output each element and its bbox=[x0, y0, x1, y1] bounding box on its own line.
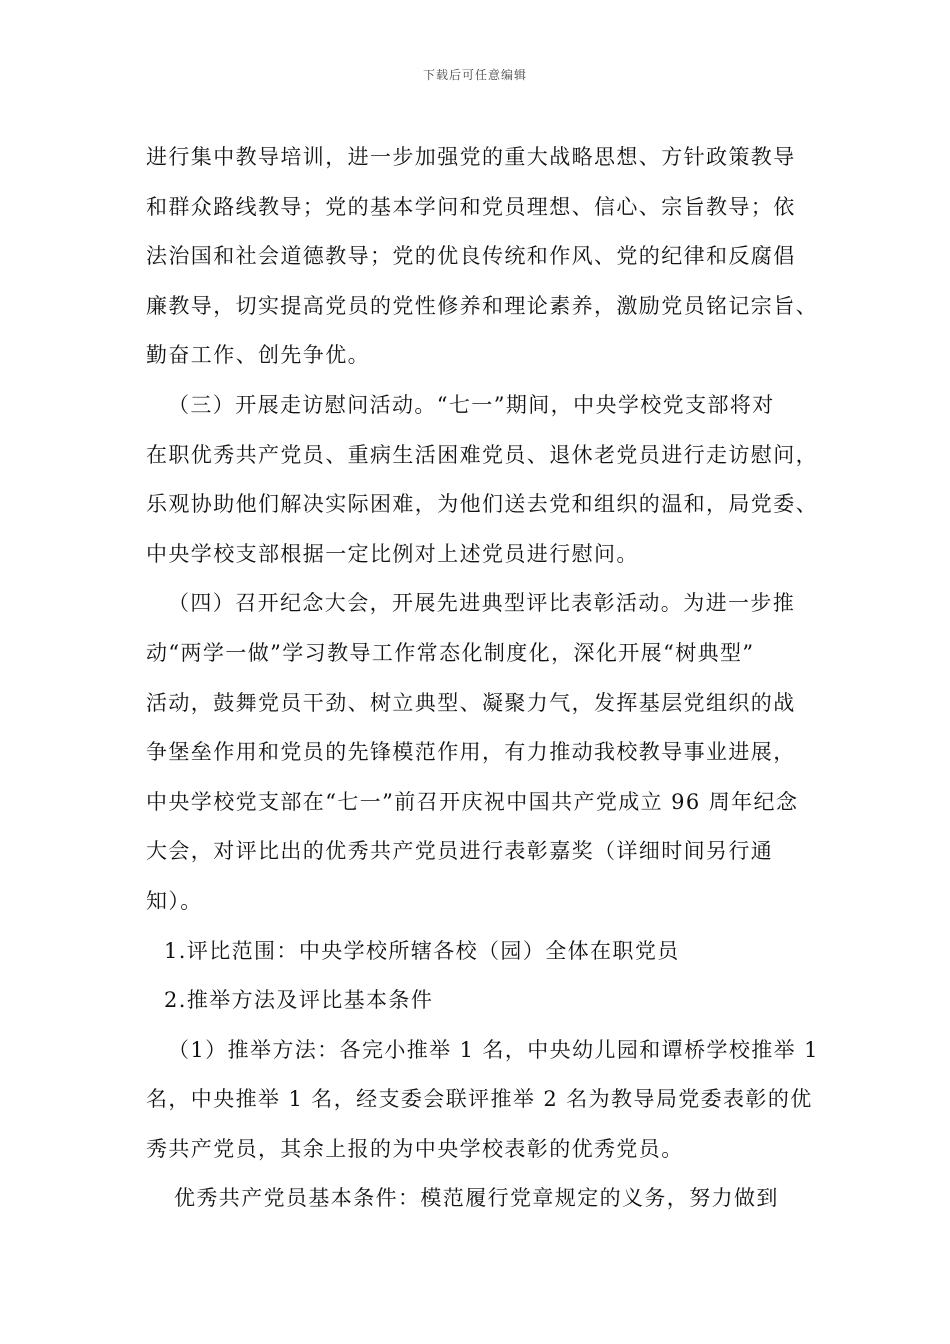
page-header: 下载后可任意编辑 bbox=[422, 68, 527, 82]
text-line: 勤奋工作、创先争优。 bbox=[146, 343, 370, 368]
paragraph-method bbox=[146, 1026, 836, 1175]
text-line: 名，中央推举 1 名，经支委会联评推举 2 名为教导局党委表彰的优 bbox=[146, 1087, 813, 1112]
text-line: 大会，对评比出的优秀共产党员进行表彰嘉奖（详细时间另行通 bbox=[146, 839, 774, 864]
paragraph-conditions bbox=[146, 1174, 836, 1224]
text-line: 廉教导，切实提高党员的党性修养和理论素养，激励党员铭记宗旨、 bbox=[146, 293, 818, 318]
text-line: 中央学校支部根据一定比例对上述党员进行慰问。 bbox=[146, 541, 639, 566]
text-line: 活动，鼓舞党员干劲、树立典型、凝聚力气，发挥基层党组织的战 bbox=[146, 690, 796, 715]
text-line: 争堡垒作用和党员的先锋模范作用，有力推动我校教导事业进展， bbox=[146, 740, 796, 765]
text-line: 和群众路线教导；党的基本学问和党员理想、信心、宗旨教导；依 bbox=[146, 194, 796, 219]
document-body bbox=[146, 133, 836, 1224]
text-line: 1.评比范围：中央学校所辖各校（园）全体在职党员 bbox=[164, 938, 680, 963]
text-line: 法治国和社会道德教导；党的优良传统和作风、党的纪律和反腐倡 bbox=[146, 244, 796, 269]
text-line: 在职优秀共产党员、重病生活困难党员、退休老党员进行走访慰问， bbox=[146, 442, 818, 467]
text-line: 中央学校党支部在“七一”前召开庆祝中国共产党成立 96 周年纪念 bbox=[146, 789, 799, 814]
text-line: 优秀共产党员基本条件：模范履行党章规定的义务，努力做到 bbox=[174, 1186, 779, 1211]
paragraph-scope bbox=[146, 927, 836, 977]
text-line: （四）召开纪念大会，开展先进典型评比表彰活动。为进一步推 bbox=[168, 591, 796, 616]
text-line: 2.推举方法及评比基本条件 bbox=[164, 988, 434, 1013]
text-line: （1）推举方法：各完小推举 1 名，中央幼儿园和谭桥学校推举 1 bbox=[168, 1037, 819, 1062]
text-line: 知）。 bbox=[146, 888, 203, 913]
text-line: 秀共产党员，其余上报的为中央学校表彰的优秀党员。 bbox=[146, 1136, 684, 1161]
text-line: 乐观协助他们解决实际困难，为他们送去党和组织的温和，局党委、 bbox=[146, 492, 818, 517]
paragraph-education bbox=[146, 133, 836, 381]
text-line: （三）开展走访慰问活动。“七一”期间，中央学校党支部将对 bbox=[168, 392, 775, 417]
text-line: 进行集中教导培训，进一步加强党的重大战略思想、方针政策教导 bbox=[146, 145, 796, 169]
paragraph-visits bbox=[146, 381, 836, 579]
text-line: 动“两学一做”学习教导工作常态化制度化，深化开展“树典型” bbox=[146, 640, 755, 665]
paragraph-commemoration bbox=[146, 579, 836, 926]
paragraph-method-heading bbox=[146, 976, 836, 1026]
